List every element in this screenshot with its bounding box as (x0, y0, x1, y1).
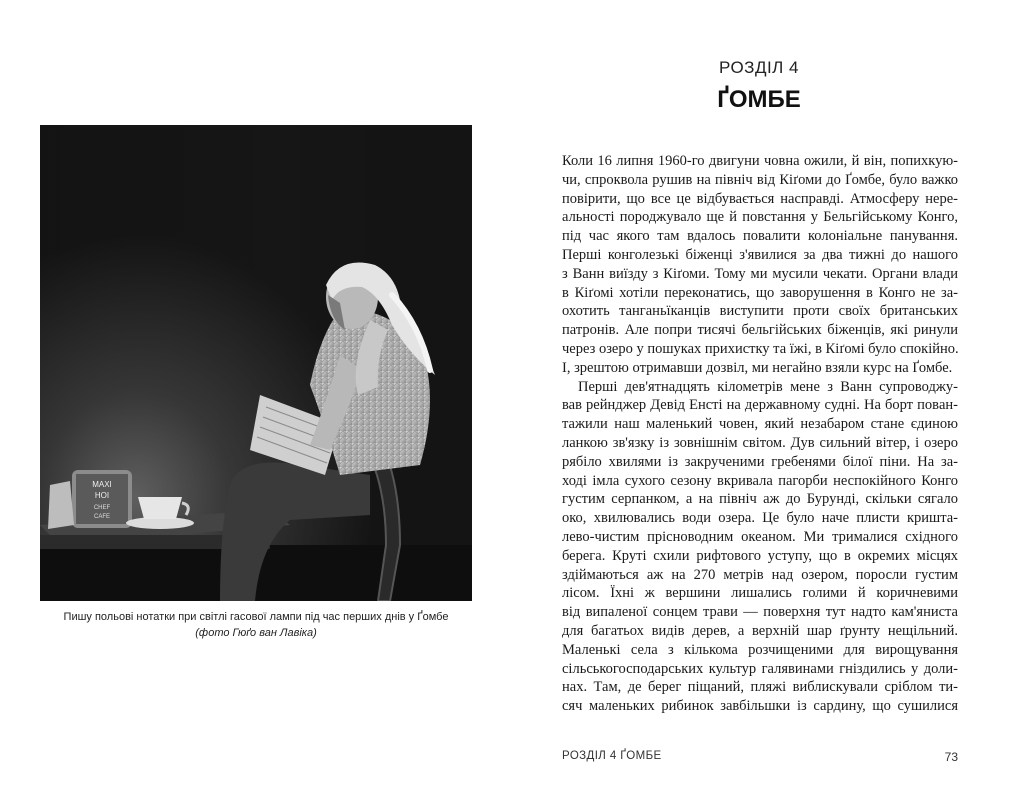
running-head: РОЗДІЛ 4 ҐОМБЕ (562, 750, 662, 762)
jar-label-line-2: HOI (94, 491, 110, 500)
text-line: рябіло хвилями із закрученими гребенями білої піни. На за- (562, 453, 958, 470)
text-line: для багатьох видів дерев, а верхній шар ґрунту нещільний. (562, 622, 958, 639)
text-line: густим серпанком, а на північ аж до Бурунді, скільки сягало (562, 491, 958, 508)
photo-caption (40, 609, 472, 641)
text-line: сільськогосподарських культур галявинами гніздились у доли- (562, 660, 958, 677)
text-line: І, зрештою отримавши дозвіл, ми негайно взяли курс на Ґомбе. (562, 359, 953, 376)
text-line: Коли 16 липня 1960-го двигуни човна ожили, й він, попихкую- (562, 153, 958, 169)
text-line: сяч маленьких рибинок завбільшки із сардину, що сушилися (562, 698, 958, 715)
text-line: в Кіґомі хотіли переконатись, що заворушення в Конго не за- (562, 284, 958, 301)
text-line: патронів. Але попри тисячі бельгійських біженців, які ринули (562, 322, 958, 339)
text-line: під час якого там вдалось повалити колоніальне панування. (562, 228, 958, 245)
photo-credit: (фото Гюґо ван Лавіка) (195, 627, 317, 639)
jar-label-line-4: CAFE (93, 514, 111, 520)
text-line: чи, спроквола рушив на північ від Кіґоми до Ґомбе, було важко (562, 171, 958, 188)
text-line: охотить танганьїканців виступити проти своїх британських (562, 303, 958, 320)
text-line: берега. Круті схили рифтового уступу, що в окремих місцях (562, 547, 958, 564)
text-line: Перші конголезькі біженці з'явилися за два тижні до нашого (562, 246, 958, 263)
text-line: через озеро у пошуках прихистку та їжі, в Кіґомі було спокійно. (562, 340, 959, 357)
text-line: здіймаються аж на 270 метрів над озером, поросли густим (562, 566, 958, 583)
photograph (40, 125, 472, 601)
text-line: ході імла сухого сезону вкривала пагорби неспокійного Конго (562, 472, 958, 489)
text-line: нах. Там, де берег піщаний, пляжі виблискували сріблом ти- (562, 679, 958, 696)
text-line: Перші дев'ятнадцять кілометрів мене з Ванн супроводжу- (578, 378, 958, 395)
text-line: тажили наш маленький човен, який незабаром стане єдиною (562, 416, 958, 433)
chapter-title: ҐОМБЕ (717, 86, 801, 113)
chapter-label: РОЗДІЛ 4 (718, 58, 800, 77)
text-line: ланкою зв'язку із зовнішнім світом. Дув сильний вітер, і озеро (562, 434, 958, 451)
text-line: лево-чистим прісноводним океаном. Ми трималися східного (562, 528, 958, 545)
text-line: Маленькі села з кількома розчищеними для вирощування (562, 641, 958, 658)
jar-label-line-3: CHEF (93, 505, 111, 511)
text-line: око, хвилювались води озера. Це було наче плисти кришта- (562, 510, 958, 527)
text-line: альності породжувало ще й повстання у Бельгійському Конго, (562, 209, 958, 226)
text-line: від випаленої сонцем трави — поверхня тут надто кам'яниста (562, 604, 958, 621)
caption-text: Пишу польові нотатки при світлі гасової лампи під час перших днів у Ґомбе (63, 611, 449, 623)
text-line: вав рейнджер Девід Енсті на державному судні. На борт повaн- (562, 397, 958, 414)
body-text (562, 152, 958, 716)
jar-label-line-1: MAXI (92, 480, 112, 489)
page-number: 73 (944, 750, 958, 764)
text-line: лісом. Їхні ж вершини лишались голими й коричневими (562, 585, 958, 602)
photo-illustration (40, 125, 472, 601)
text-line: з Ванн виїзду з Кіґоми. Тому ми мусили чекати. Органи влади (562, 265, 958, 282)
text-line: повірити, що все це відбувається насправді. Атмосферу нере- (562, 190, 958, 207)
